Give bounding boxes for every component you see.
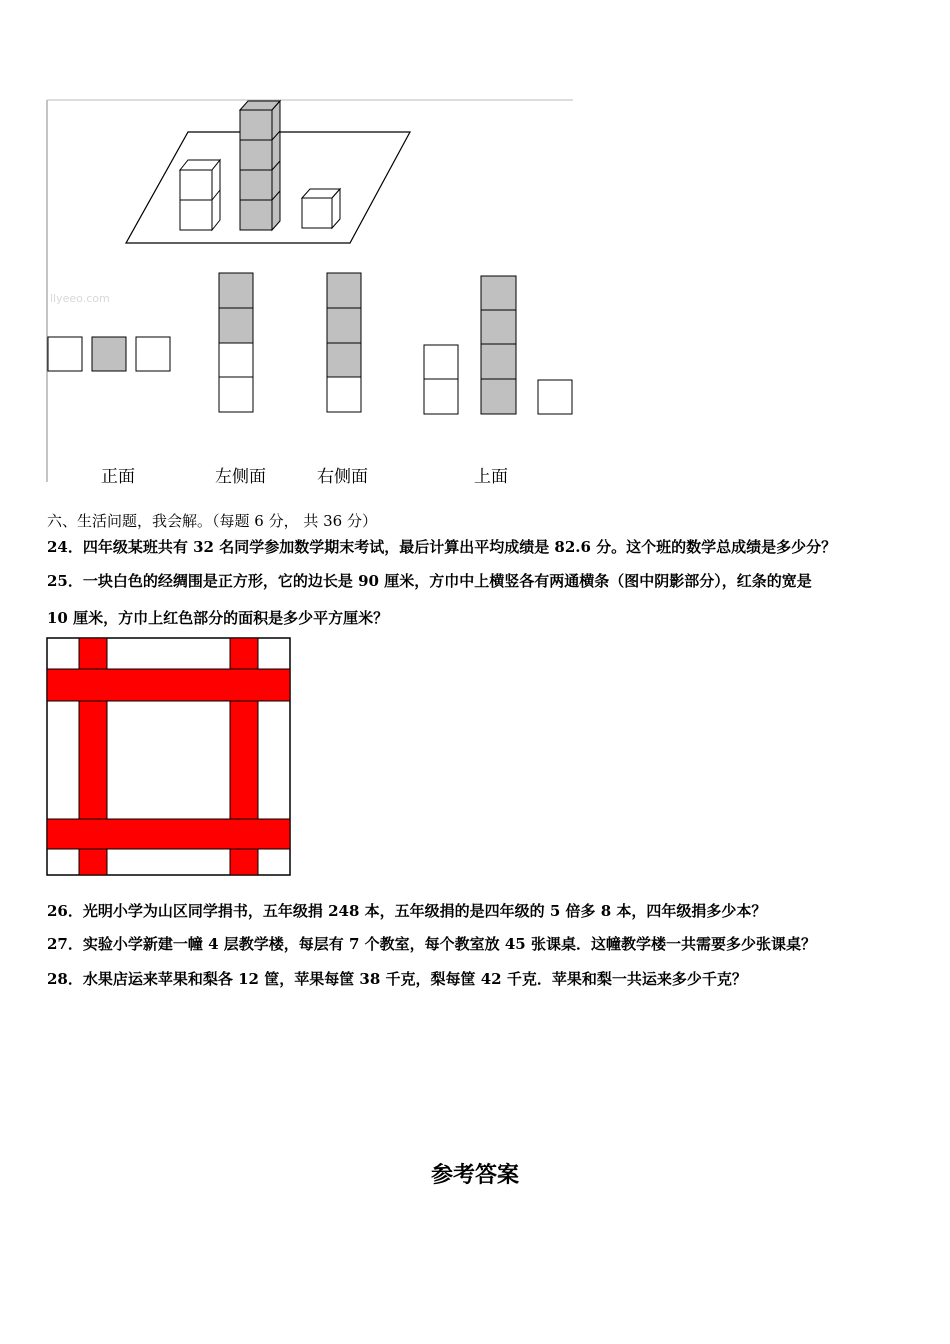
question-25-line1: 25．一块白色的经绸围是正方形，它的边长是 90 厘米，方巾中上横竖各有两通横条（图中阴影部分），红条的宽是 [47, 572, 812, 590]
question-27: 27．实验小学新建一幢 4 层教学楼，每层有 7 个教室，每个教室放 45 张课桌．这幢教学楼一共需要多少张课桌？ [47, 935, 816, 953]
front-view [48, 337, 170, 371]
label-front: 正面 [101, 467, 135, 487]
answer-title: 参考答案 [430, 1163, 519, 1188]
watermark-text: llyeeo.com [50, 292, 110, 305]
tall-cube-stack [240, 101, 280, 230]
question-26: 26．光明小学为山区同学捐书，五年级捐 248 本，五年级捐的是四年级的 5 倍多 8 本，四年级捐多少本？ [47, 902, 767, 920]
question-24: 24．四年级某班共有 32 名同学参加数学期末考试，最后计算出平均成绩是 82.6 分。这个班的数学总成绩是多少分？ [47, 538, 837, 556]
question-25-line2: 10 厘米，方巾上红色部分的面积是多少平方厘米？ [47, 609, 389, 627]
top-view [424, 276, 572, 414]
section-heading: 六、生活问题，我会解。（每题 6 分， 共 36 分） [47, 512, 377, 530]
label-top: 上面 [474, 467, 508, 487]
left-cube-stack [180, 160, 220, 230]
right-side-view [327, 273, 361, 412]
cube-views-figure [0, 0, 600, 500]
scarf-figure [46, 637, 292, 877]
label-left-side: 左侧面 [215, 467, 266, 487]
left-side-view [219, 273, 253, 412]
label-right-side: 右侧面 [317, 467, 368, 487]
single-cube [302, 189, 340, 228]
question-28: 28．水果店运来苹果和梨各 12 筐，苹果每筐 38 千克，梨每筐 42 千克．苹果和梨一共运来多少千克？ [47, 970, 747, 988]
